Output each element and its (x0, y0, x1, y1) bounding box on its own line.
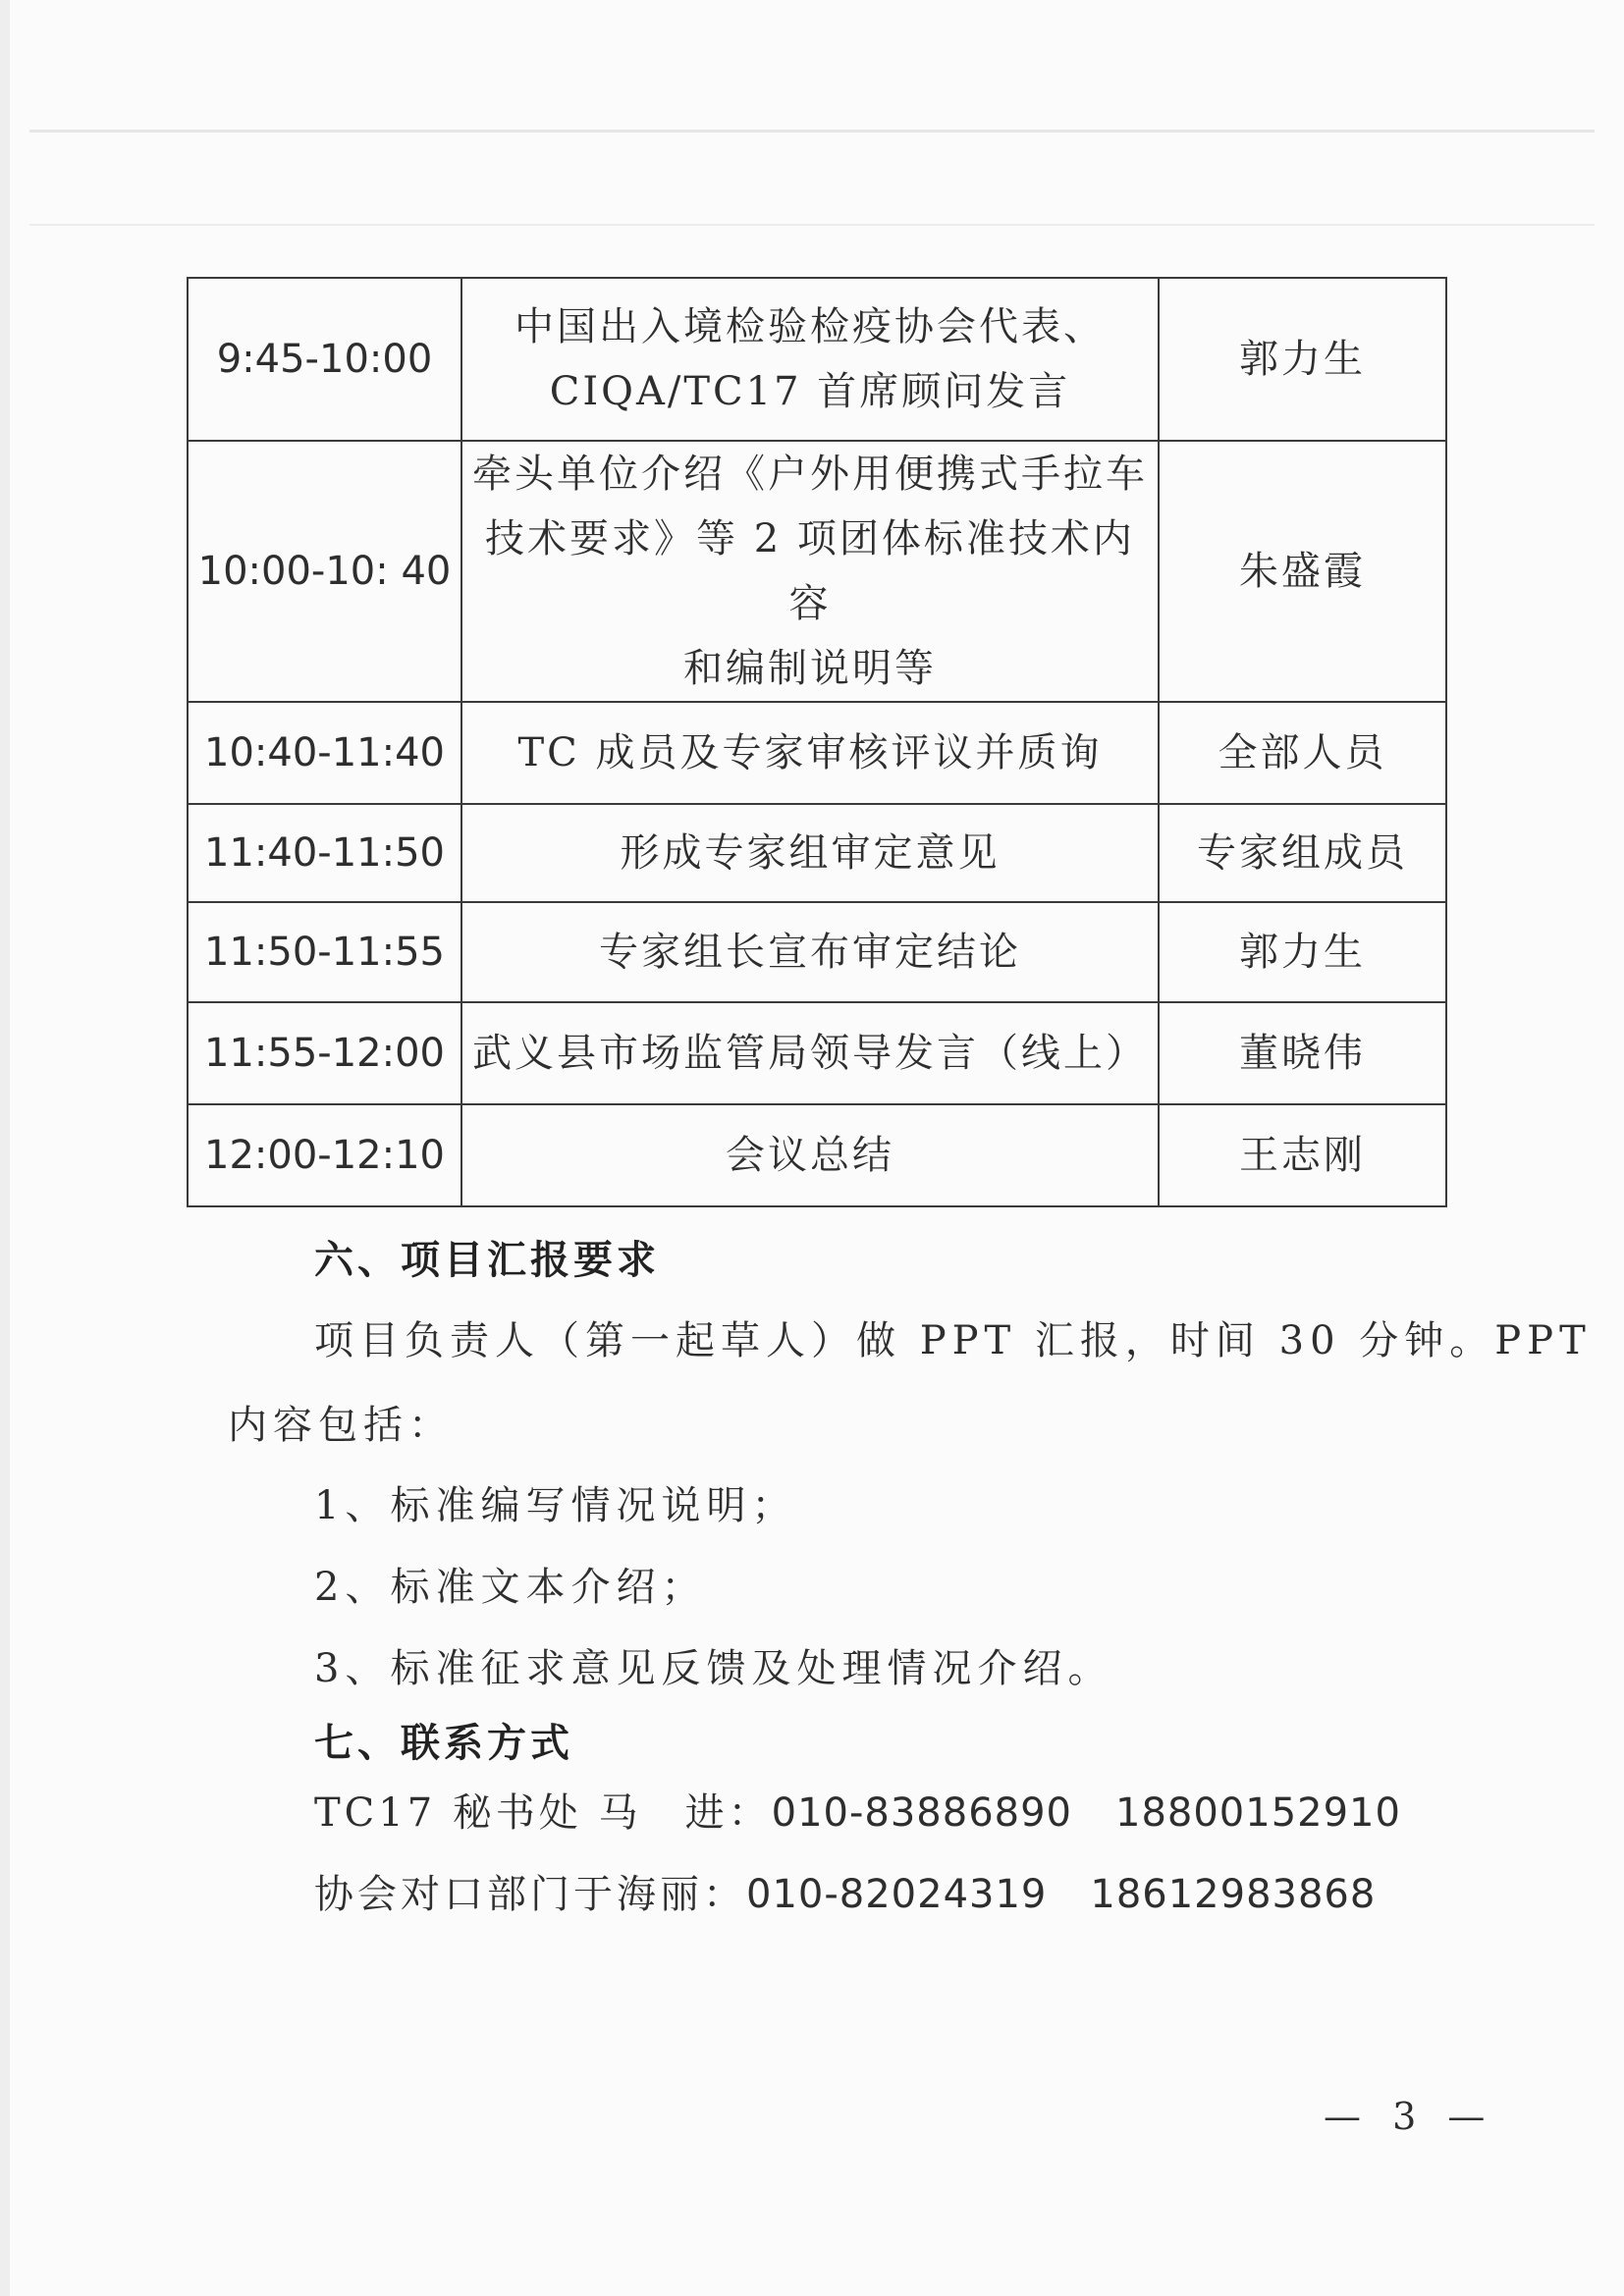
person-cell: 朱盛霞 (1159, 441, 1446, 702)
table-row (188, 1104, 1446, 1206)
scan-artifact (29, 130, 1595, 133)
list-item: 1、标准编写情况说明； (314, 1483, 797, 1528)
contact-mobile: 18800152910 (1115, 1790, 1401, 1836)
section-6-intro-line1: 项目负责人（第一起草人）做 PPT 汇报，时间 30 分钟。PPT (314, 1318, 1592, 1363)
time-cell: 11:40-11:50 (188, 804, 461, 902)
agenda-cell: TC 成员及专家审核评议并质询 (461, 702, 1159, 804)
list-item: 3、标准征求意见反馈及处理情况介绍。 (314, 1646, 1113, 1691)
agenda-cell (461, 441, 1159, 702)
agenda-line: 技术要求》等 2 项团体标准技术内容 (485, 516, 1135, 626)
contact-label: 协会对口部门于海丽： (314, 1872, 746, 1917)
person-cell: 郭力生 (1159, 902, 1446, 1002)
person-cell: 王志刚 (1159, 1104, 1446, 1206)
table-row (188, 702, 1446, 804)
contact-mobile: 18612983868 (1090, 1872, 1377, 1917)
agenda-cell (461, 278, 1159, 441)
section-6-intro-line2: 内容包括： (228, 1403, 454, 1448)
agenda-line: CIQA/TC17 首席顾问发言 (549, 369, 1071, 414)
page-number: — 3 — (1324, 2095, 1495, 2138)
time-cell: 12:00-12:10 (188, 1104, 461, 1206)
agenda-cell: 形成专家组审定意见 (461, 804, 1159, 902)
agenda-cell: 专家组长宣布审定结论 (461, 902, 1159, 1002)
section-6-heading: 六、项目汇报要求 (314, 1237, 660, 1283)
person-cell: 全部人员 (1159, 702, 1446, 804)
time-cell: 10:00-10: 40 (188, 441, 461, 702)
meeting-schedule-table (187, 277, 1447, 1207)
table-row (188, 804, 1446, 902)
table-row (188, 1002, 1446, 1104)
person-cell: 专家组成员 (1159, 804, 1446, 902)
table-row (188, 441, 1446, 702)
contact-phone: 010-82024319 (746, 1872, 1048, 1917)
time-cell: 11:50-11:55 (188, 902, 461, 1002)
scan-artifact (29, 224, 1595, 226)
agenda-line: 中国出入境检验检疫协会代表、 (514, 304, 1106, 349)
contact-phone: 010-83886890 (771, 1790, 1072, 1836)
person-cell: 郭力生 (1159, 278, 1446, 441)
time-cell: 11:55-12:00 (188, 1002, 461, 1104)
table-row (188, 278, 1446, 441)
agenda-cell: 武义县市场监管局领导发言（线上） (461, 1002, 1159, 1104)
agenda-cell: 会议总结 (461, 1104, 1159, 1206)
contact-line (314, 1863, 1376, 1919)
list-item: 2、标准文本介绍； (314, 1565, 707, 1610)
time-cell: 9:45-10:00 (188, 278, 461, 441)
time-cell: 10:40-11:40 (188, 702, 461, 804)
agenda-line: 牵头单位介绍《户外用便携式手拉车 (472, 452, 1148, 497)
agenda-line: 和编制说明等 (683, 646, 937, 691)
scan-edge (0, 0, 10, 2296)
contact-line (314, 1782, 1401, 1838)
contact-label: TC17 秘书处 马 进： (314, 1790, 772, 1836)
table-row (188, 902, 1446, 1002)
section-7-heading: 七、联系方式 (314, 1720, 573, 1766)
person-cell: 董晓伟 (1159, 1002, 1446, 1104)
